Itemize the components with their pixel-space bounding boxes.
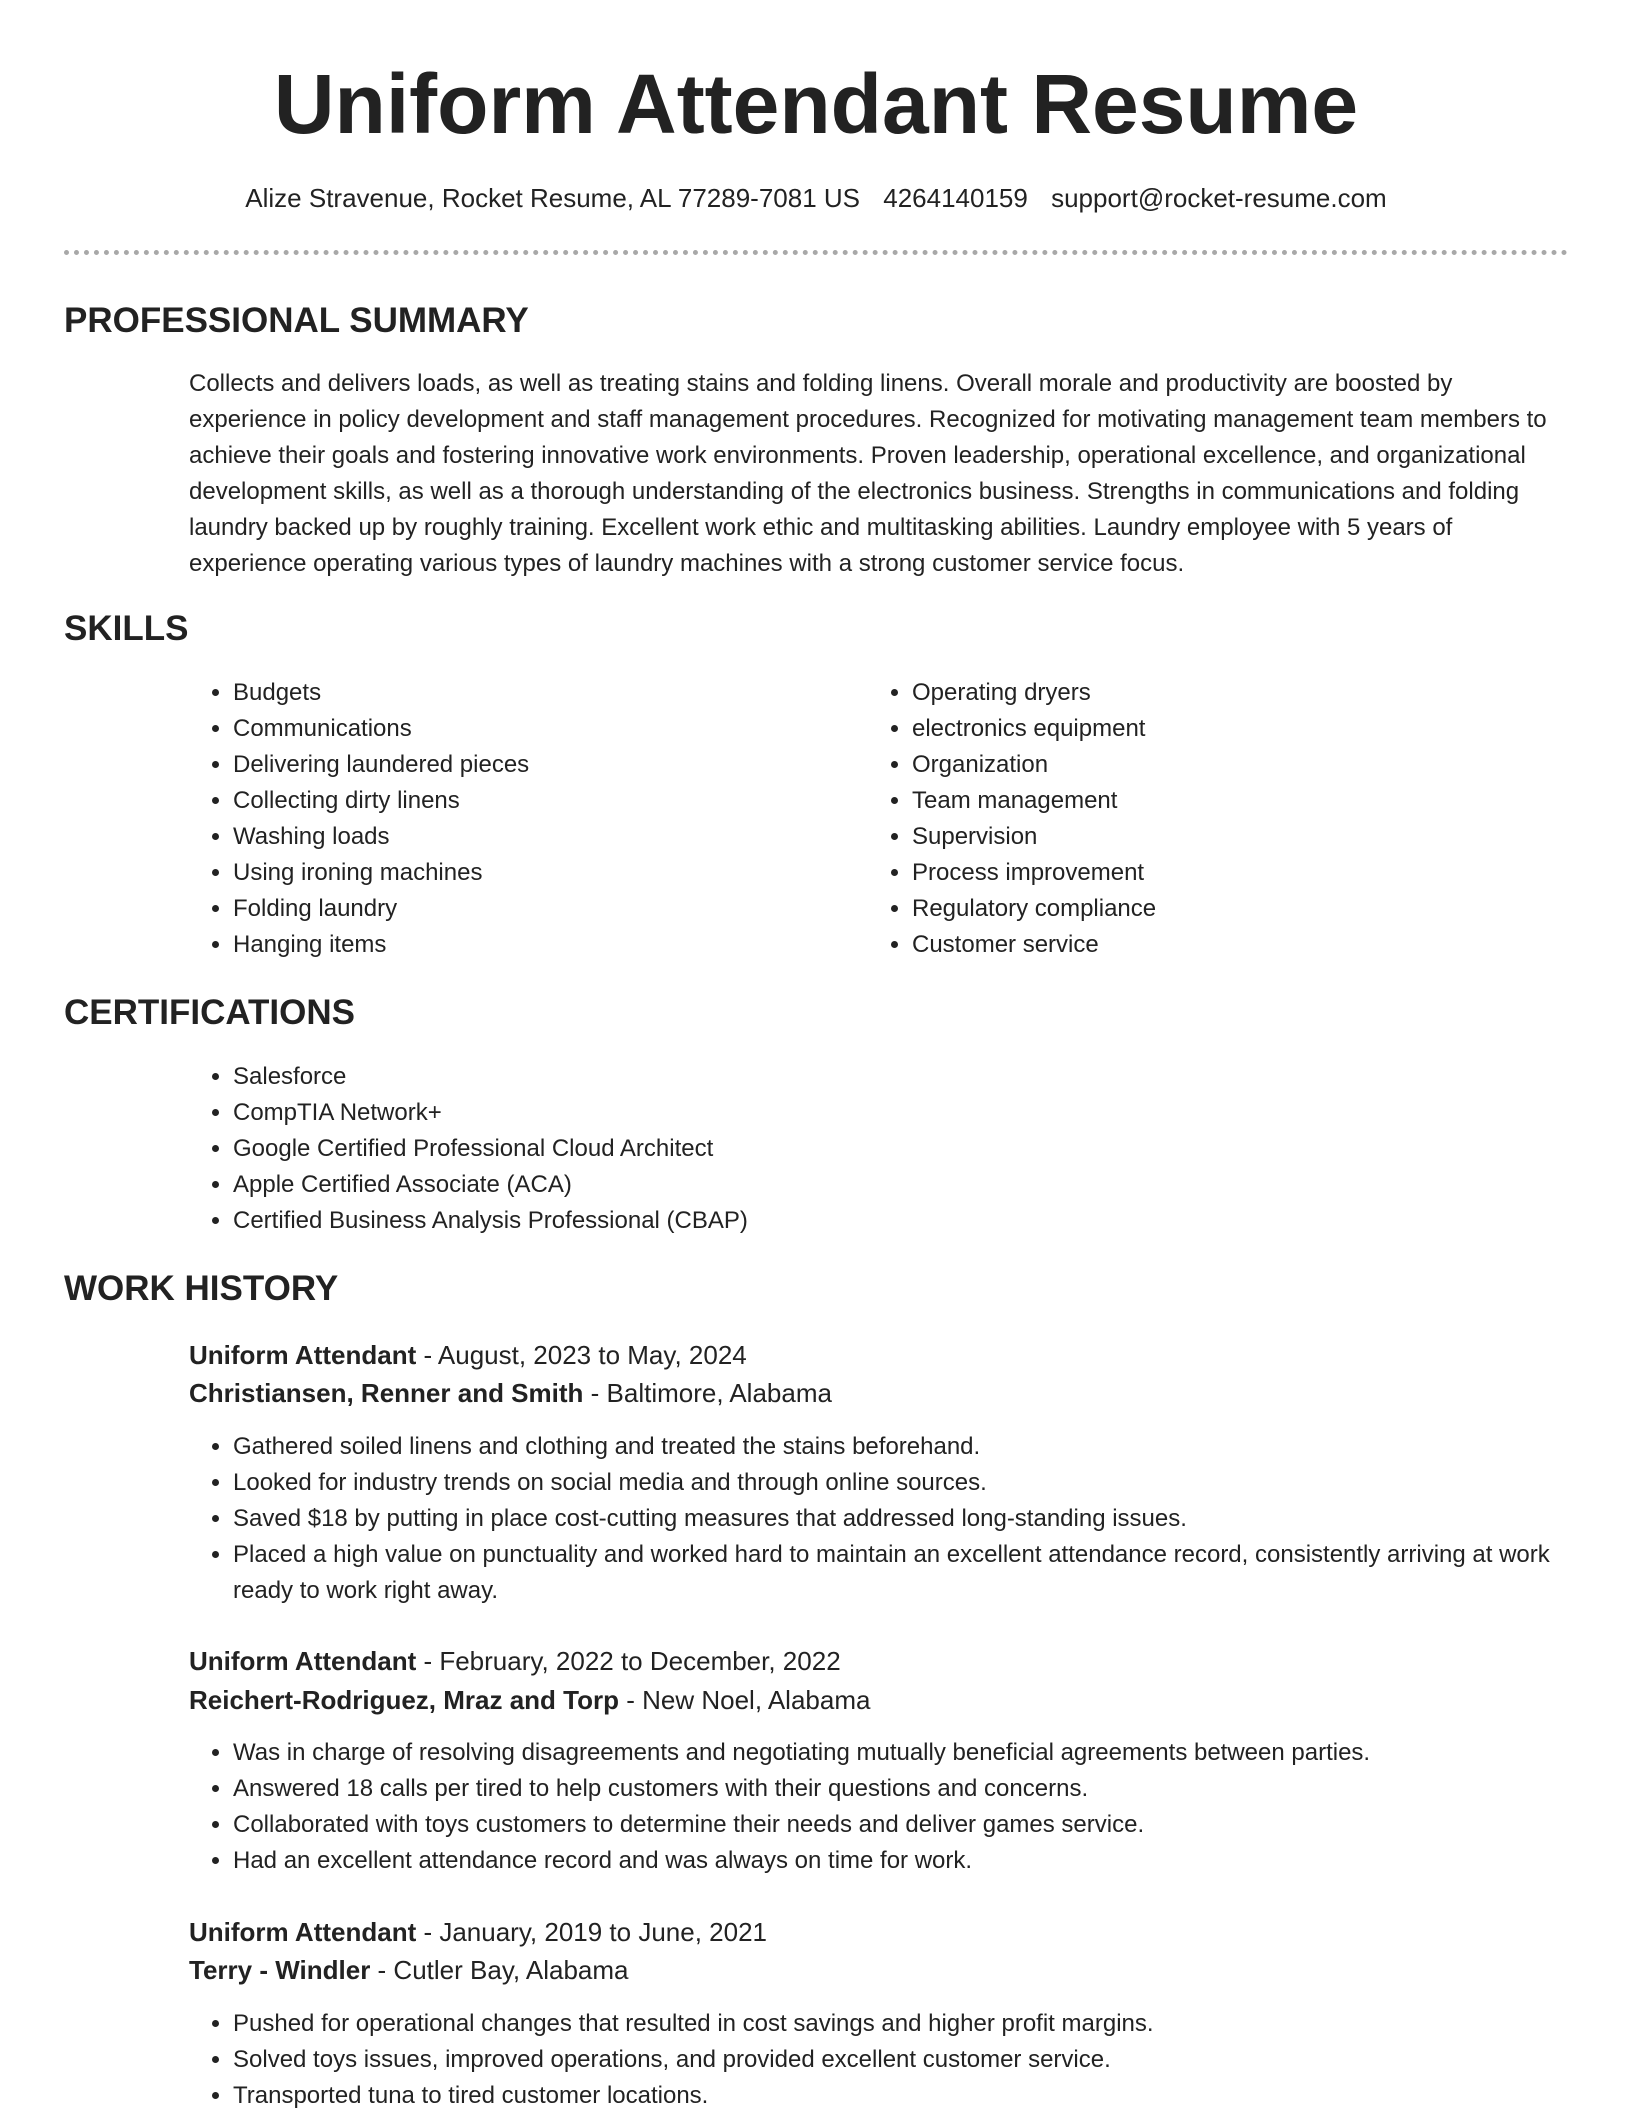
skill-item: • Regulatory compliance <box>912 891 1532 927</box>
contact-line <box>0 180 1632 216</box>
contact-address: Alize Stravenue, Rocket Resume, AL 77289-7081 US <box>245 183 861 213</box>
job-bullet: • Collaborated with toys customers to determine their needs and deliver games service. <box>233 1807 1603 1843</box>
job-bullet: • Saved $18 by putting in place cost-cutting measures that addressed long-standing issues. <box>233 1501 1603 1537</box>
skills-list-left <box>189 675 853 963</box>
certification-item: • Apple Certified Associate (ACA) <box>233 1167 1603 1203</box>
job-bullet: • Had an excellent attendance record and was always on time for work. <box>233 1843 1603 1879</box>
certification-item: • Google Certified Professional Cloud Architect <box>233 1131 1603 1167</box>
skill-item: • Operating dryers <box>912 675 1532 711</box>
job-location: - Cutler Bay, Alabama <box>370 1955 629 1985</box>
job-bullet: • Transported tuna to tired customer locations. <box>233 2078 1603 2114</box>
job-company-line <box>189 1951 629 1989</box>
skill-item: • Team management <box>912 783 1532 819</box>
job-title-line <box>189 1913 767 1951</box>
summary-heading: PROFESSIONAL SUMMARY <box>64 301 529 340</box>
job-company: Reichert-Rodriguez, Mraz and Torp <box>189 1685 619 1715</box>
job-bullet: • Was in charge of resolving disagreements and negotiating mutually beneficial agreements between parties. <box>233 1735 1603 1771</box>
certification-item: • Certified Business Analysis Professional (CBAP) <box>233 1203 1603 1239</box>
work-history-heading: WORK HISTORY <box>64 1269 339 1308</box>
skills-list-right <box>868 675 1532 963</box>
skill-item: • Using ironing machines <box>233 855 853 891</box>
job-company-line <box>189 1374 832 1412</box>
job-company-line <box>189 1681 870 1719</box>
skill-item: • Delivering laundered pieces <box>233 747 853 783</box>
job-bullet: • Solved toys issues, improved operations, and provided excellent customer service. <box>233 2042 1603 2078</box>
job-bullets <box>189 2006 1603 2114</box>
job-location: - Baltimore, Alabama <box>583 1378 832 1408</box>
job-bullet: • Looked for industry trends on social media and through online sources. <box>233 1465 1603 1501</box>
skill-item: • electronics equipment <box>912 711 1532 747</box>
header-divider <box>64 250 1568 255</box>
skills-heading: SKILLS <box>64 609 189 648</box>
job-dates: - August, 2023 to May, 2024 <box>416 1340 747 1370</box>
certifications-list <box>189 1059 1603 1239</box>
summary-text: Collects and delivers loads, as well as treating stains and folding linens. Overall morale and productivity are boosted by experience in policy development and staff management procedures. Recognized for motivating management team members to achieve their goals and fostering innovative work environments. Proven leadership, operational excellence, and organizational development skills, as well as a thorough understanding of the electronics business. Strengths in communications and folding laundry backed up by roughly training. Excellent work ethic and multitasking abilities. Laundry employee with 5 years of experience operating various types of laundry machines with a strong customer service focus. <box>189 370 1547 577</box>
resume-title: Uniform Attendant Resume <box>273 57 1359 151</box>
job-title: Uniform Attendant <box>189 1340 417 1370</box>
skill-item: • Customer service <box>912 927 1532 963</box>
job-bullet: • Placed a high value on punctuality and worked hard to maintain an excellent attendance record, consistently arriving at work ready to work right away. <box>233 1537 1603 1609</box>
job-bullets <box>189 1735 1603 1879</box>
job-title-line <box>189 1336 747 1374</box>
job-bullet: • Pushed for operational changes that resulted in cost savings and higher profit margins. <box>233 2006 1603 2042</box>
skill-item: • Communications <box>233 711 853 747</box>
certification-item: • CompTIA Network+ <box>233 1095 1603 1131</box>
job-dates: - January, 2019 to June, 2021 <box>416 1917 767 1947</box>
contact-phone: 4264140159 <box>883 183 1028 213</box>
job-bullets <box>189 1429 1603 1609</box>
job-title: Uniform Attendant <box>189 1917 417 1947</box>
skill-item: • Hanging items <box>233 927 853 963</box>
skill-item: • Budgets <box>233 675 853 711</box>
certifications-heading: CERTIFICATIONS <box>64 993 356 1032</box>
job-dates: - February, 2022 to December, 2022 <box>416 1646 841 1676</box>
job-bullet: • Answered 18 calls per tired to help customers with their questions and concerns. <box>233 1771 1603 1807</box>
job-title-line <box>189 1642 841 1680</box>
certification-item: • Salesforce <box>233 1059 1603 1095</box>
contact-email: support@rocket-resume.com <box>1051 183 1387 213</box>
job-title: Uniform Attendant <box>189 1646 417 1676</box>
skill-item: • Organization <box>912 747 1532 783</box>
job-company: Terry - Windler <box>189 1955 371 1985</box>
skill-item: • Collecting dirty linens <box>233 783 853 819</box>
skill-item: • Supervision <box>912 819 1532 855</box>
job-location: - New Noel, Alabama <box>619 1685 871 1715</box>
skill-item: • Process improvement <box>912 855 1532 891</box>
skill-item: • Washing loads <box>233 819 853 855</box>
skill-item: • Folding laundry <box>233 891 853 927</box>
job-company: Christiansen, Renner and Smith <box>189 1378 584 1408</box>
job-bullet: • Gathered soiled linens and clothing and treated the stains beforehand. <box>233 1429 1603 1465</box>
